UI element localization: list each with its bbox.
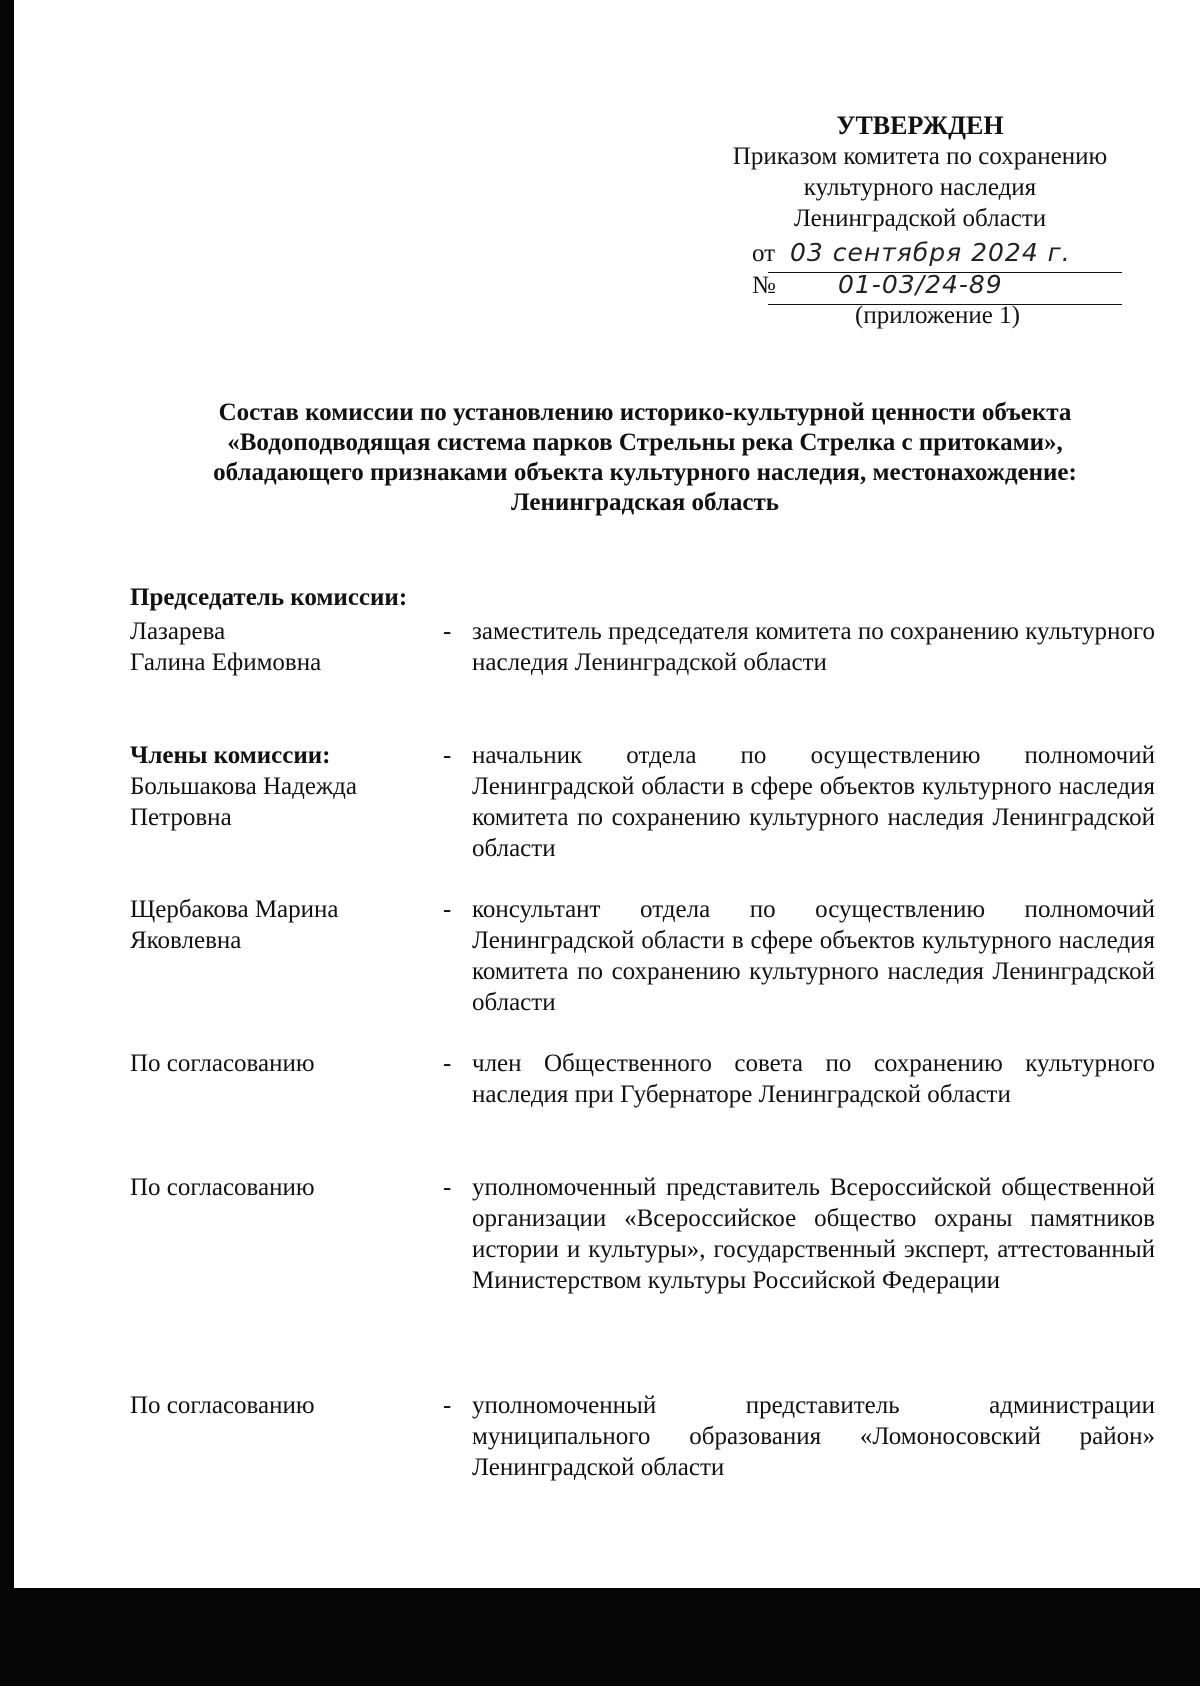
dash-separator: -: [443, 742, 452, 769]
member-name: [130, 1390, 440, 1421]
approval-line-2: культурного наследия: [803, 174, 1037, 201]
approval-line-1: Приказом комитета по сохранению: [732, 143, 1108, 170]
chair-name: [130, 616, 440, 678]
handwritten-date: 03 сентября 2024 г.: [790, 238, 1071, 267]
approval-block: [700, 110, 1140, 234]
name-line: Яковлевна: [130, 927, 242, 954]
dash-separator: -: [443, 1174, 452, 1201]
member-position: начальник отдела по осуществлению полномочий Ленинградской области в сфере объектов культурного наследия комитета по сохранению культурного наследия Ленинградской области: [472, 742, 1155, 862]
name-line: По согласованию: [130, 1174, 315, 1201]
chair-position: заместитель председателя комитета по сохранению культурного наследия Ленинградской области: [472, 618, 1155, 676]
dash-separator: -: [443, 1392, 452, 1419]
member-position: уполномоченный представитель Всероссийской общественной организации «Всероссийское общество охраны памятников истории и культуры», государственный эксперт, аттестованный Министерством культуры Российской Федерации: [472, 1174, 1155, 1294]
name-line: По согласованию: [130, 1392, 315, 1419]
name-line: По согласованию: [130, 1050, 315, 1077]
approval-line-3: Ленинградской области: [793, 205, 1047, 232]
name-line: Большакова Надежда: [130, 773, 358, 800]
dash-separator: -: [443, 618, 452, 645]
member-name: [130, 740, 440, 833]
scan-border-left: [0, 0, 14, 1686]
date-label: от: [752, 240, 776, 267]
document-heading: [120, 398, 1170, 518]
member-name: [130, 1172, 440, 1203]
number-label: №: [752, 272, 776, 299]
name-line: Лазарева: [130, 618, 226, 645]
handwritten-number: 01-03/24-89: [838, 270, 1003, 299]
heading-line-2: «Водоподводящая система парков Стрельны река Стрелка с притоками»,: [227, 429, 1063, 456]
scan-border-bottom: [0, 1588, 1200, 1686]
chair-section-label: Председатель комиссии:: [130, 584, 408, 611]
member-position: консультант отдела по осуществлению полномочий Ленинградской области в сфере объектов культурного наследия комитета по сохранению культурного наследия Ленинградской области: [472, 896, 1155, 1016]
member-position: уполномоченный представитель администрации муниципального образования «Ломоносовский район» Ленинградской области: [472, 1392, 1155, 1481]
member-name: [130, 894, 440, 956]
members-section-label: Члены комиссии:: [130, 742, 331, 769]
name-line: Щербакова Марина: [130, 896, 339, 923]
member-position: член Общественного совета по сохранению культурного наследия при Губернаторе Ленинградской области: [472, 1050, 1155, 1108]
dash-separator: -: [443, 1050, 452, 1077]
heading-line-4: Ленинградская область: [510, 489, 780, 516]
dash-separator: -: [443, 896, 452, 923]
heading-line-1: Состав комиссии по установлению историко-культурной ценности объекта: [218, 399, 1072, 426]
name-line: Галина Ефимовна: [130, 649, 322, 676]
heading-line-3: обладающего признаками объекта культурного наследия, местонахождение:: [213, 459, 1077, 486]
appendix-note: (приложение 1): [855, 302, 1020, 329]
approval-title: УТВЕРЖДЕН: [836, 111, 1004, 140]
member-name: [130, 1048, 440, 1079]
name-line: Петровна: [130, 804, 232, 831]
